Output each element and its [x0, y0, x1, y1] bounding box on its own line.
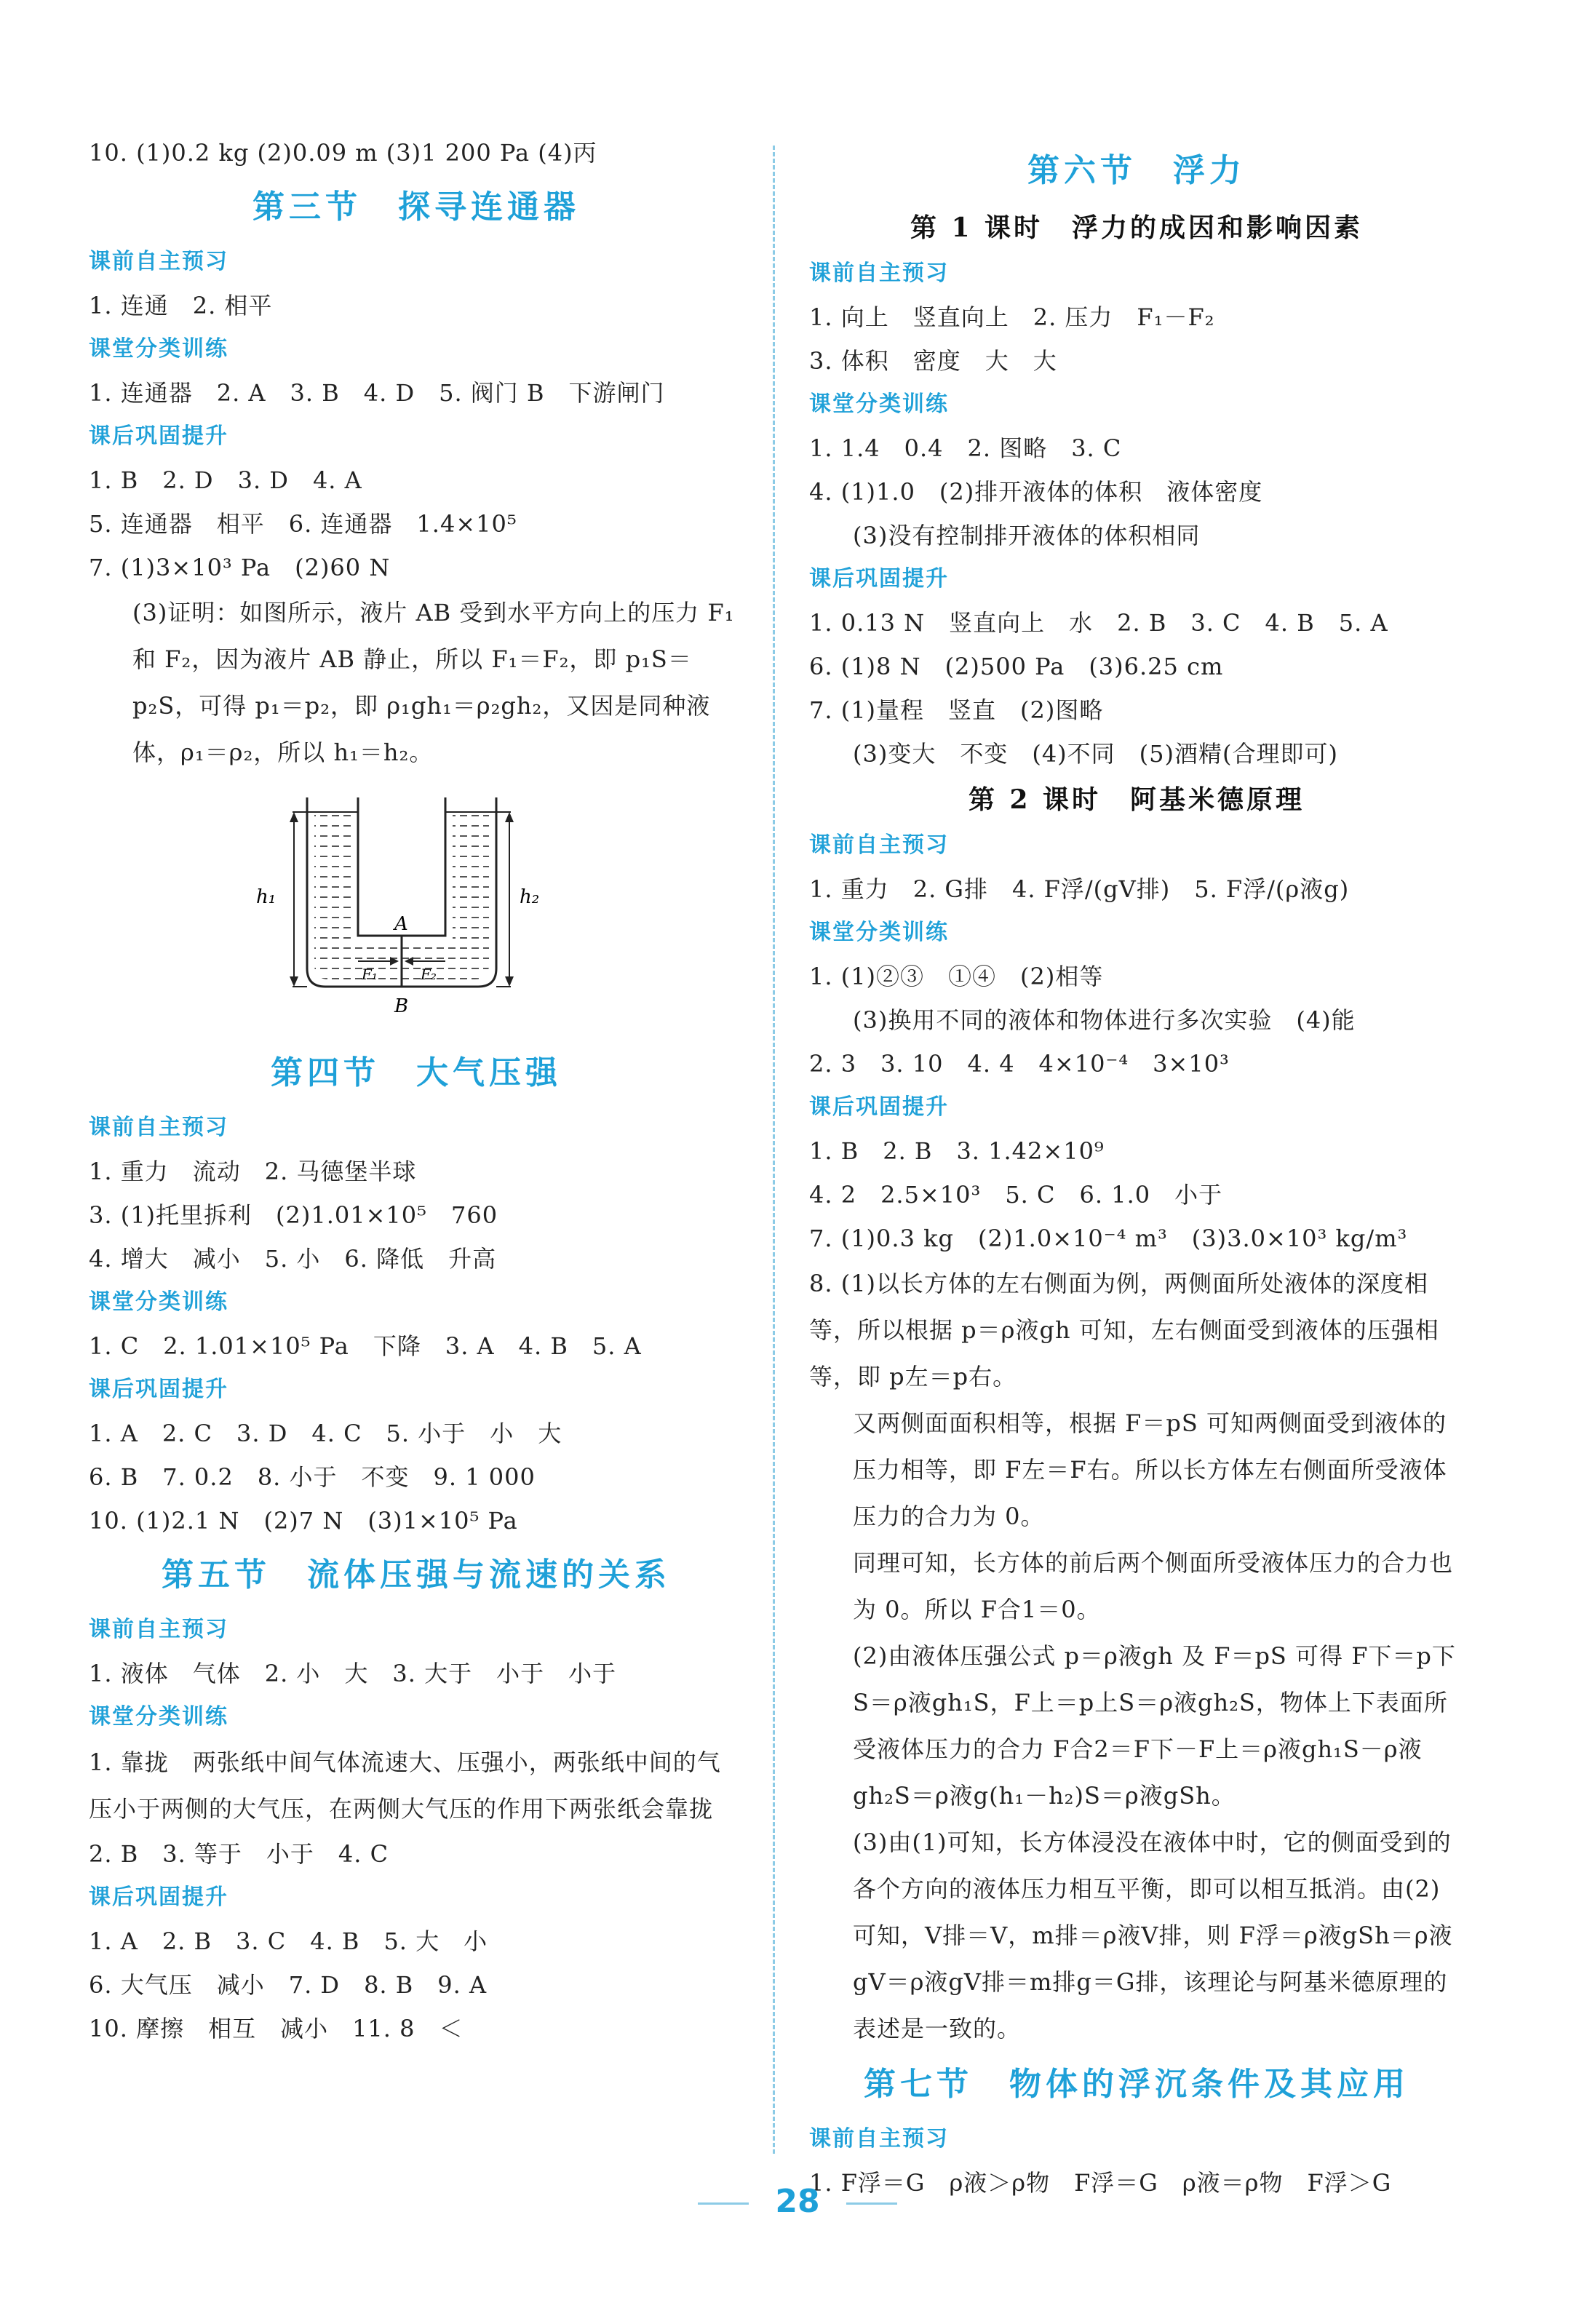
page-number-dash-right [846, 2202, 897, 2205]
answer-line: 3. 体积 密度 大 大 [809, 347, 1057, 375]
answer-line: 1. A 2. C 3. D 4. C 5. 小于 小 大 [89, 1420, 562, 1447]
answer-line: 6. B 7. 0.2 8. 小于 不变 9. 1 000 [89, 1463, 536, 1491]
subsection-label: 课前自主预习 [89, 249, 228, 274]
answer-line: 4. 2 2.5×10³ 5. C 6. 1.0 小于 [809, 1181, 1223, 1209]
answer-line: 1. 连通器 2. A 3. B 4. D 5. 阀门 B 下游闸门 [89, 379, 665, 407]
answer-paragraph: (3)由(1)可知，长方体浸没在液体中时，它的侧面受到的各个方向的液体压力相互平衡，即可以相互抵消。由(2)可知，V排＝V，m排＝ρ液V排，则 F浮＝ρ液gSh＝ρ液gV＝ρ液gV排＝m排g＝G排，该理论与阿基米德原理的表述是一致的。 [853, 1828, 1453, 2042]
subsection-label: 课堂分类训练 [89, 1704, 228, 1730]
page-number-text: 28 [775, 2183, 820, 2220]
answer-line: 1. A 2. B 3. C 4. B 5. 大 小 [89, 1927, 488, 1955]
u-tube-diagram [249, 790, 554, 1023]
subsection-label: 课后巩固提升 [809, 1094, 949, 1120]
answer-paragraph: 8. (1)以长方体的左右侧面为例，两侧面所处液体的深度相等，所以根据 p＝ρ液gh 可知，左右侧面受到液体的压强相等，即 p左＝p右。 [809, 1270, 1439, 1390]
section-title: 第五节 流体压强与流速的关系 [162, 1556, 671, 1593]
answer-line: 1. F浮＝G ρ液＞ρ物 F浮＝G ρ液＝ρ物 F浮＞G [809, 2169, 1392, 2197]
page-number-dash-left [698, 2202, 749, 2205]
answer-line: 3. (1)托里拆利 (2)1.01×10⁵ 760 [89, 1201, 498, 1229]
subsection-label: 课前自主预习 [809, 832, 949, 858]
lesson-title: 第 2 课时 阿基米德原理 [968, 784, 1305, 815]
section-title: 第四节 大气压强 [271, 1054, 562, 1091]
answer-line: 10. (1)0.2 kg (2)0.09 m (3)1 200 Pa (4)丙 [89, 139, 597, 167]
answer-line: (3)换用不同的液体和物体进行多次实验 (4)能 [853, 1006, 1356, 1034]
answer-line: 1. 0.13 N 竖直向上 水 2. B 3. C 4. B 5. A [809, 609, 1388, 637]
subsection-label: 课堂分类训练 [809, 920, 949, 945]
subsection-label: 课堂分类训练 [89, 336, 228, 362]
answer-line: 1. (1)②③ ①④ (2)相等 [809, 963, 1104, 990]
answer-line: 1. 重力 2. G排 4. F浮/(gV排) 5. F浮/(ρ液g) [809, 875, 1350, 903]
answer-line: 2. B 3. 等于 小于 4. C [89, 1840, 389, 1868]
subsection-label: 课后巩固提升 [89, 1377, 228, 1402]
answer-line: 1. B 2. D 3. D 4. A [89, 466, 362, 494]
right-column [809, 138, 1464, 2205]
answer-line: 7. (1)0.3 kg (2)1.0×10⁻⁴ m³ (3)3.0×10³ kg/m³ [809, 1225, 1408, 1252]
subsection-label: 课后巩固提升 [89, 1885, 228, 1910]
answer-line: 6. 大气压 减小 7. D 8. B 9. A [89, 1971, 488, 1999]
answer-paragraph: 同理可知，长方体的前后两个侧面所受液体压力的合力也为 0。所以 F合1＝0。 [853, 1549, 1454, 1623]
answer-line: 2. 3 3. 10 4. 4 4×10⁻⁴ 3×10³ [809, 1050, 1230, 1078]
answer-line: 10. (1)2.1 N (2)7 N (3)1×10⁵ Pa [89, 1507, 518, 1535]
section-title: 第七节 物体的浮沉条件及其应用 [864, 2066, 1409, 2103]
answer-line: 10. 摩擦 相互 减小 11. 8 ＜ [89, 2015, 464, 2042]
label-f1: F₁ [362, 966, 378, 983]
subsection-label: 课后巩固提升 [809, 566, 949, 592]
label-f2: F₂ [421, 966, 437, 983]
lesson-title: 第 1 课时 浮力的成因和影响因素 [910, 212, 1364, 243]
left-column [89, 131, 744, 2050]
section-title: 第六节 浮力 [1027, 152, 1246, 189]
answer-line: (3)变大 不变 (4)不同 (5)酒精(合理即可) [853, 740, 1338, 768]
answer-line: 7. (1)量程 竖直 (2)图略 [809, 696, 1104, 724]
answer-line: 5. 连通器 相平 6. 连通器 1.4×10⁵ [89, 510, 517, 538]
subsection-label: 课前自主预习 [89, 1617, 228, 1642]
answer-line: 4. (1)1.0 (2)排开液体的体积 液体密度 [809, 478, 1263, 506]
answer-line: (3)没有控制排开液体的体积相同 [853, 522, 1201, 549]
section-title: 第三节 探寻连通器 [252, 188, 580, 226]
answer-line: 6. (1)8 N (2)500 Pa (3)6.25 cm [809, 653, 1224, 680]
answer-line: 1. 向上 竖直向上 2. 压力 F₁－F₂ [809, 303, 1215, 331]
answer-line: 1. 1.4 0.4 2. 图略 3. C [809, 434, 1122, 462]
label-a: A [394, 913, 408, 935]
label-h1: h₁ [256, 886, 277, 908]
answer-line: 1. C 2. 1.01×10⁵ Pa 下降 3. A 4. B 5. A [89, 1332, 642, 1360]
proof-paragraph: (3)证明：如图所示，液片 AB 受到水平方向上的压力 F₁ 和 F₂，因为液片 AB 静止，所以 F₁＝F₂，即 p₁S＝p₂S，可得 p₁＝p₂，即 ρ₁gh₁＝ρ₂gh₂，又因是同种液体，ρ₁＝ρ₂，所以 h₁＝h₂。 [132, 599, 735, 766]
subsection-label: 课堂分类训练 [809, 391, 949, 417]
subsection-label: 课堂分类训练 [89, 1289, 228, 1315]
subsection-label: 课前自主预习 [89, 1115, 228, 1140]
page-number [0, 2183, 1595, 2220]
answer-line: 7. (1)3×10³ Pa (2)60 N [89, 554, 391, 581]
answer-paragraph: 1. 靠拢 两张纸中间气体流速大、压强小，两张纸中间的气压小于两侧的大气压，在两侧大气压的作用下两张纸会靠拢 [89, 1748, 721, 1823]
answer-line: 1. 重力 流动 2. 马德堡半球 [89, 1158, 417, 1185]
answer-line: 4. 增大 减小 5. 小 6. 降低 升高 [89, 1245, 497, 1273]
subsection-label: 课前自主预习 [809, 260, 949, 286]
subsection-label: 课前自主预习 [809, 2126, 949, 2152]
label-b: B [394, 995, 409, 1017]
column-divider [773, 146, 775, 2154]
answer-line: 1. B 2. B 3. 1.42×10⁹ [809, 1137, 1105, 1165]
answer-paragraph: (2)由液体压强公式 p＝ρ液gh 及 F＝pS 可得 F下＝p下S＝ρ液gh₁S，F上＝p上S＝ρ液gh₂S，物体上下表面所受液体压力的合力 F合2＝F下－F上＝ρ液gh₁S－ρ液gh₂S＝ρ液g(h₁－h₂)S＝ρ液gSh。 [853, 1642, 1456, 1810]
answer-line: 1. 连通 2. 相平 [89, 292, 273, 319]
answer-paragraph: 又两侧面面积相等，根据 F＝pS 可知两侧面受到液体的压力相等，即 F左＝F右。所以长方体左右侧面所受液体压力的合力为 0。 [853, 1409, 1447, 1530]
label-h2: h₂ [520, 886, 540, 908]
answer-line: 1. 液体 气体 2. 小 大 3. 大于 小于 小于 [89, 1660, 617, 1687]
subsection-label: 课后巩固提升 [89, 423, 228, 449]
